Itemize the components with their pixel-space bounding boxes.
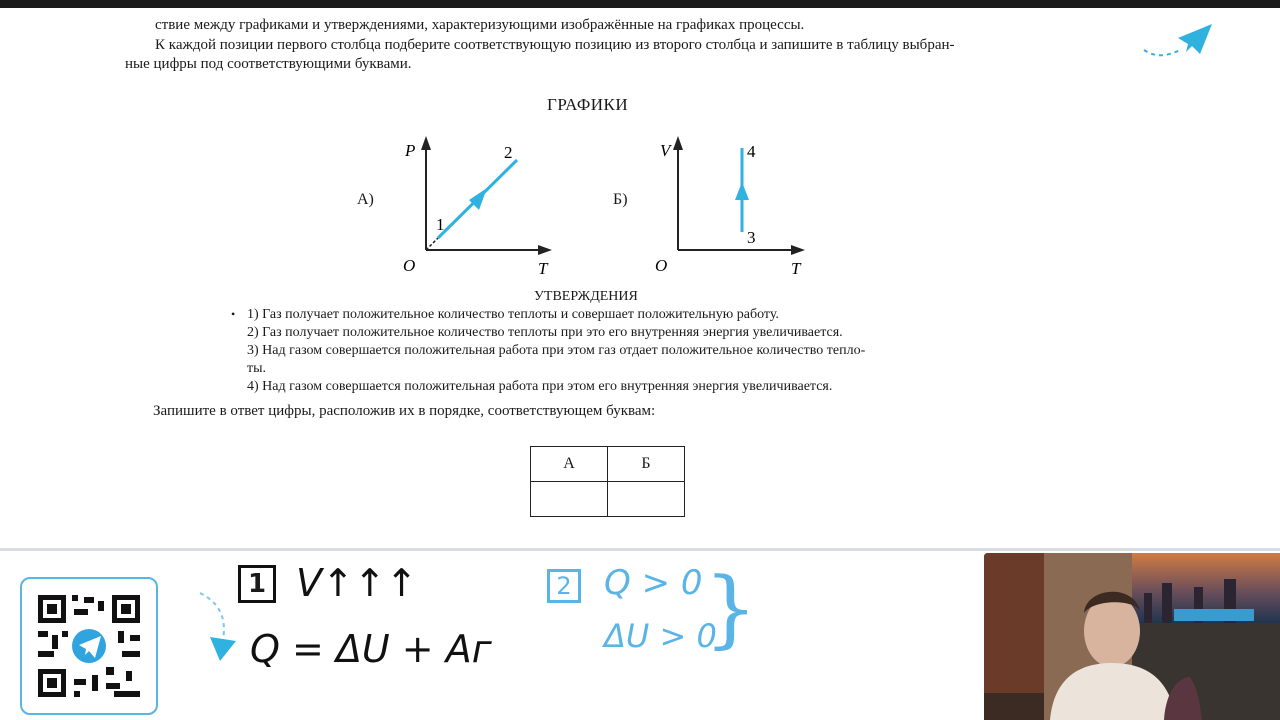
item-1-line-1: V↑↑↑ bbox=[296, 561, 418, 605]
graph-b-point-4: 4 bbox=[747, 142, 756, 161]
statement-3-continued: ты. bbox=[247, 361, 267, 376]
telegram-plane-icon bbox=[1142, 20, 1214, 60]
graph-a-x-axis: T bbox=[538, 259, 548, 278]
dashed-arrow-icon bbox=[196, 589, 242, 665]
webcam-scene bbox=[984, 553, 1280, 720]
intro-line-2: ные цифры под соответствующими буквами. bbox=[125, 56, 412, 72]
graph-b-x-axis: T bbox=[791, 259, 801, 278]
item-2-line-1: Q > 0 bbox=[604, 563, 703, 603]
answer-cell-b[interactable] bbox=[608, 482, 685, 517]
graph-a-origin: O bbox=[403, 256, 416, 275]
statement-3: 3) Над газом совершается положительная работа при этом газ отдает положительное количество тепло- bbox=[247, 343, 866, 358]
item-2-line-2: ΔU > 0 bbox=[604, 617, 717, 655]
graph-a-point-1: 1 bbox=[436, 215, 445, 234]
whiteboard-area bbox=[0, 551, 1280, 720]
top-bar bbox=[0, 0, 1280, 8]
item-2-number-box: 2 bbox=[547, 569, 581, 603]
graph-a-y-axis: P bbox=[405, 141, 416, 160]
graph-a-label: А) bbox=[357, 191, 374, 208]
item-2-brace: } bbox=[704, 559, 758, 657]
graphs-title: ГРАФИКИ bbox=[547, 95, 629, 114]
item-1-number-box: 1 bbox=[238, 565, 276, 603]
answer-table bbox=[530, 446, 685, 517]
presenter-webcam bbox=[984, 553, 1280, 720]
answer-header-a: А bbox=[531, 447, 608, 482]
statement-4: 4) Над газом совершается положительная работа при этом его внутренняя энергия увеличивается. bbox=[247, 379, 833, 394]
qr-code-icon bbox=[22, 579, 156, 713]
document-page bbox=[0, 8, 1280, 548]
graph-a bbox=[395, 126, 565, 276]
intro-line-0: ствие между графиками и утверждениями, характеризующими изображённые на графиках процессы. bbox=[155, 17, 805, 33]
statement-2: 2) Газ получает положительное количество теплоты при это его внутренняя энергия увеличивается. bbox=[247, 325, 843, 340]
answer-table-header-row bbox=[531, 447, 685, 482]
answer-cell-a[interactable] bbox=[531, 482, 608, 517]
item-1-line-2: Q = ΔU + Aг bbox=[250, 627, 492, 671]
graph-b-origin: O bbox=[655, 256, 668, 275]
graph-b-point-3: 3 bbox=[747, 228, 756, 247]
graph-b-y-axis: V bbox=[660, 141, 671, 160]
answer-header-b: Б bbox=[608, 447, 685, 482]
answer-table-value-row bbox=[531, 482, 685, 517]
bullet-dot: • bbox=[231, 307, 236, 321]
telegram-qr-code[interactable] bbox=[20, 577, 158, 715]
graph-b bbox=[648, 126, 818, 276]
graph-b-label: Б) bbox=[613, 191, 628, 208]
statement-1: 1) Газ получает положительное количество теплоты и совершает положительную работу. bbox=[247, 307, 779, 322]
answer-prompt: Запишите в ответ цифры, расположив их в порядке, соответствующем буквам: bbox=[153, 403, 656, 419]
statements-title: УТВЕРЖДЕНИЯ bbox=[534, 289, 638, 304]
graph-a-point-2: 2 bbox=[504, 143, 513, 162]
intro-line-1: К каждой позиции первого столбца подберите соответствующую позицию из второго столбца и запишите в таблицу выбран- bbox=[155, 37, 955, 53]
